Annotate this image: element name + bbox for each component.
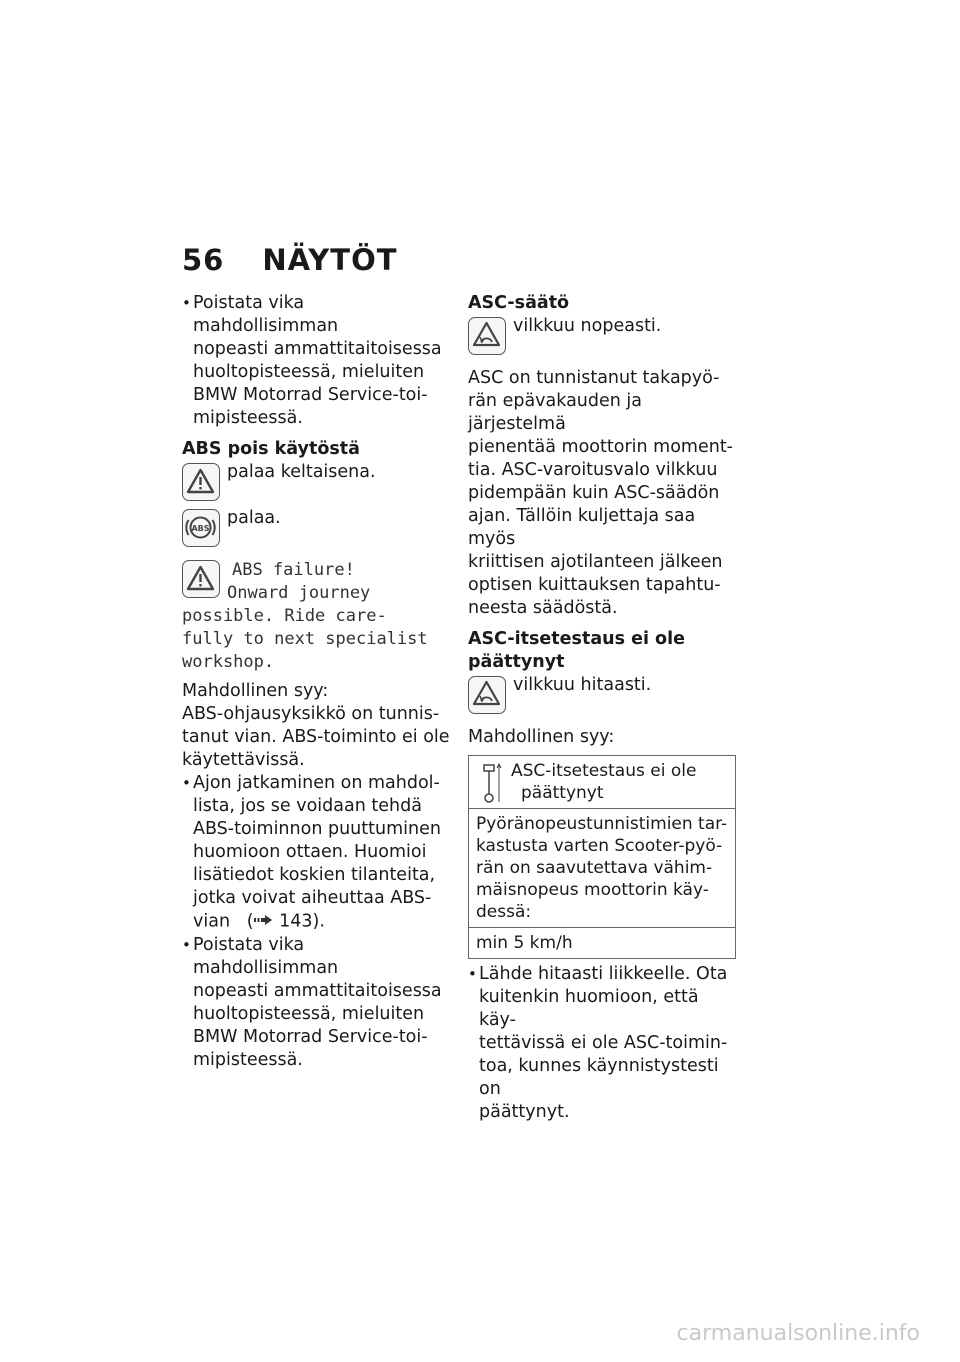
- text-line: toa, kunnes käynnistystesti on: [479, 1056, 719, 1099]
- page-title: NÄYTÖT: [262, 243, 398, 277]
- text-line: nopeasti ammattitaitoisessa: [193, 980, 442, 1001]
- table-row: [469, 756, 736, 809]
- text-line: huoltopisteessä, mieluiten: [193, 1003, 425, 1024]
- warning-triangle-icon: [182, 463, 220, 501]
- asc-lamp-row: [468, 315, 740, 361]
- section-heading: [468, 628, 740, 674]
- text-line: • Lähde hitaasti liikkeelle. Ota: [479, 964, 728, 984]
- list-item: [182, 292, 452, 430]
- asc-lamp-icon: [468, 676, 506, 714]
- spec-tool-icon: [481, 762, 503, 810]
- text-line: Pyöränopeustunnistimien tar-: [476, 814, 728, 834]
- heading-line: ASC-itsetestaus ei ole: [468, 629, 685, 649]
- table-cell: min 5 km/h: [469, 928, 736, 959]
- table-title-line: ASC-itsetestaus ei ole: [511, 761, 697, 781]
- table-cell: [469, 756, 736, 809]
- selftest-lamp-text: vilkkuu hitaasti.: [513, 675, 652, 695]
- text-line: nopeasti ammattitaitoisessa: [193, 339, 442, 359]
- text-line: vian ( 143).: [193, 911, 325, 932]
- list-item: [182, 772, 452, 934]
- text-line: jotka voivat aiheuttaa ABS-: [193, 888, 432, 908]
- abs-lamp-text: palaa.: [227, 508, 281, 528]
- text-line: tanut vian. ABS-toiminto ei ole: [182, 727, 450, 747]
- text-line: pienentää moottorin moment-: [468, 437, 733, 457]
- text-line: lista, jos se voidaan tehdä: [193, 796, 422, 816]
- table-title-line: päättynyt: [521, 783, 604, 803]
- warning-lamp-text: palaa keltaisena.: [227, 462, 376, 482]
- display-line: fully to next specialist: [182, 629, 428, 649]
- table-cell: [469, 809, 736, 928]
- display-line: Onward journey: [227, 583, 371, 603]
- text-line: tettävissä ei ole ASC-toimin-: [479, 1033, 728, 1053]
- text-line: käytettävissä.: [182, 750, 305, 770]
- selftest-lamp-row: [468, 674, 740, 720]
- page-number: 56: [182, 243, 225, 277]
- text-line: • Ajon jatkaminen on mahdol-: [193, 773, 440, 793]
- text-line: ASC on tunnistanut takapyö-: [468, 368, 720, 388]
- text-line: • Poistata vika mahdollisimman: [193, 293, 339, 336]
- left-column: [182, 292, 452, 1072]
- text-line: ajan. Tällöin kuljettaja saa myös: [468, 506, 696, 549]
- display-line: workshop.: [182, 652, 275, 672]
- section-heading: ABS pois käytöstä: [182, 439, 360, 459]
- cause-label: Mahdollinen syy:: [182, 681, 329, 701]
- asc-body: [468, 367, 740, 620]
- watermark: carmanualsonline.info: [676, 1321, 920, 1346]
- heading-line: päättynyt: [468, 652, 565, 672]
- text-line: mipisteessä.: [193, 408, 303, 428]
- text-line: päättynyt.: [479, 1102, 570, 1122]
- abs-lamp-icon: [182, 509, 220, 547]
- display-line: ABS failure!: [232, 560, 355, 580]
- text-line: BMW Motorrad Service-toi-: [193, 385, 428, 405]
- text-line: ABS-toiminnon puuttuminen: [193, 819, 441, 839]
- text-line: rän epävakauden ja järjestelmä: [468, 391, 643, 434]
- asc-lamp-icon: [468, 317, 506, 355]
- page-reference[interactable]: 143).: [279, 911, 325, 932]
- text-line: • Poistata vika mahdollisimman: [193, 934, 339, 978]
- asc-lamp-text: vilkkuu nopeasti.: [513, 316, 662, 336]
- svg-text:ABS: ABS: [191, 524, 210, 533]
- list-item: [468, 963, 740, 1124]
- abs-lamp-row: [182, 507, 452, 553]
- right-column: [468, 292, 740, 1124]
- text-line: BMW Motorrad Service-toi-: [193, 1026, 428, 1047]
- text-line: tia. ASC-varoitusvalo vilkkuu: [468, 460, 718, 480]
- display-line: possible. Ride care-: [182, 606, 387, 626]
- warning-lamp-row: [182, 461, 452, 507]
- text-line: optisen kuittauksen tapahtu-: [468, 575, 721, 595]
- cause-label: Mahdollinen syy:: [468, 727, 615, 747]
- page-header: [182, 243, 398, 277]
- text-line: dessä:: [476, 902, 532, 922]
- text-line: kastusta varten Scooter-pyö-: [476, 836, 723, 856]
- text-line: lisätiedot koskien tilanteita,: [193, 865, 436, 885]
- text-line: mipisteessä.: [193, 1049, 303, 1070]
- text-line: huomioon ottaen. Huomioi: [193, 842, 427, 862]
- text-line: rän on saavutettava vähim-: [476, 858, 713, 878]
- text-line: pidempään kuin ASC-säädön: [468, 483, 720, 503]
- list-item: [182, 934, 452, 1072]
- text-line: kriittisen ajotilanteen jälkeen: [468, 552, 723, 572]
- text-line: mäisnopeus moottorin käy-: [476, 880, 709, 900]
- spec-table: [468, 755, 736, 959]
- page-reference-arrow-icon[interactable]: [254, 910, 274, 933]
- text-line: kuitenkin huomioon, että käy-: [479, 987, 699, 1030]
- section-heading: ASC-säätö: [468, 293, 570, 313]
- display-message: [182, 559, 452, 674]
- text-line: huoltopisteessä, mieluiten: [193, 362, 425, 382]
- text-line: neesta säädöstä.: [468, 598, 618, 618]
- text-fragment: vian: [193, 911, 231, 932]
- table-row: [469, 928, 736, 959]
- text-line: ABS-ohjausyksikkö on tunnis-: [182, 704, 440, 724]
- table-row: [469, 809, 736, 928]
- warning-triangle-icon: [182, 560, 220, 598]
